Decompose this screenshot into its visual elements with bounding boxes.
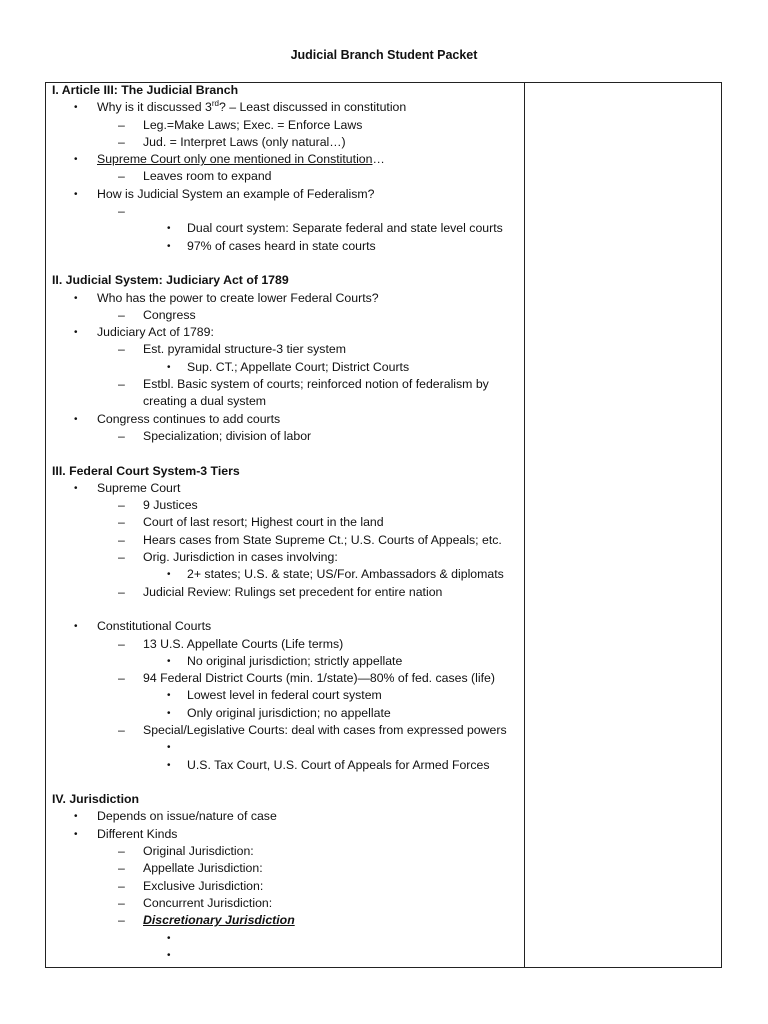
outline-dash — [52, 843, 520, 860]
outline-subbullet-empty — [52, 930, 520, 947]
dash-marker: – — [118, 895, 125, 910]
notes-column-divider — [524, 82, 525, 968]
dash-marker: – — [118, 550, 125, 565]
outline-dash — [52, 636, 520, 653]
bullet-marker: • — [74, 102, 78, 114]
outline-dash — [52, 117, 520, 134]
outline-bullet — [52, 618, 520, 635]
dash-text: Hears cases from State Supreme Ct.; U.S. Courts of Appeals; etc. — [143, 532, 502, 547]
dash-text: Appellate Jurisdiction: — [143, 861, 263, 876]
dash-marker: – — [118, 377, 125, 392]
outline-dash — [52, 722, 520, 739]
outline-dash — [52, 341, 520, 358]
bullet-marker: • — [167, 707, 171, 719]
outline-bullet — [52, 411, 520, 428]
outline-subbullet — [52, 687, 520, 704]
bullet-text: Supreme Court — [97, 480, 181, 495]
bullet-marker: • — [74, 154, 78, 166]
bullet-text: Why is it discussed 3 — [97, 100, 212, 115]
bullet-marker: • — [167, 569, 171, 581]
section-heading: III. Federal Court System-3 Tiers — [52, 463, 240, 478]
outline-dash — [52, 497, 520, 514]
bullet-marker: • — [167, 949, 171, 961]
dash-text: Original Jurisdiction: — [143, 844, 254, 859]
bullet-marker: • — [167, 223, 171, 235]
outline-dash — [52, 428, 520, 445]
outline-dash — [52, 168, 520, 185]
spacer — [52, 445, 520, 462]
outline-subbullet — [52, 653, 520, 670]
spacer — [52, 601, 520, 618]
outline-bullet — [52, 290, 520, 307]
outline-subbullet — [52, 238, 520, 255]
dash-marker: – — [118, 636, 125, 651]
bullet-marker: • — [167, 240, 171, 252]
dash-marker: – — [118, 342, 125, 357]
dash-text: Congress — [143, 307, 196, 322]
bullet-marker: • — [167, 361, 171, 373]
bullet-text: ? – Least discussed in constitution — [218, 100, 407, 115]
bullet-marker: • — [167, 932, 171, 944]
dash-marker: – — [118, 307, 125, 322]
dash-marker: – — [118, 515, 125, 530]
dash-marker: – — [118, 878, 125, 893]
outline-subbullet — [52, 359, 520, 376]
outline-subbullet-empty — [52, 739, 520, 756]
dash-text: Judicial Review: Rulings set precedent for entire nation — [143, 584, 443, 599]
outline-bullet — [52, 480, 520, 497]
superscript: rd — [211, 99, 219, 109]
page-title: Judicial Branch Student Packet — [290, 48, 478, 62]
outline-dash — [52, 549, 520, 566]
outline-dash — [52, 514, 520, 531]
bullet-text: How is Judicial System an example of Federalism? — [97, 186, 375, 201]
outline-dash — [52, 532, 520, 549]
bullet-text-underlined: Supreme Court only one mentioned in Constitution — [97, 152, 373, 167]
dash-marker: – — [118, 844, 125, 859]
outline-subbullet-empty — [52, 947, 520, 964]
subbullet-text: 97% of cases heard in state courts — [187, 238, 376, 253]
dash-marker: – — [118, 428, 125, 443]
outline-column — [52, 82, 520, 964]
subbullet-text: U.S. Tax Court, U.S. Court of Appeals for Armed Forces — [187, 757, 490, 772]
section-heading: II. Judicial System: Judiciary Act of 1789 — [52, 273, 289, 288]
dash-marker: – — [118, 671, 125, 686]
bullet-marker: • — [167, 690, 171, 702]
subbullet-text: No original jurisdiction; strictly appellate — [187, 653, 403, 668]
outline-subbullet — [52, 705, 520, 722]
bullet-marker: • — [74, 621, 78, 633]
outline-dash — [52, 860, 520, 877]
dash-text: Court of last resort; Highest court in the land — [143, 515, 384, 530]
outline-dash-empty — [52, 203, 520, 220]
bullet-marker: • — [167, 742, 171, 754]
dash-marker: – — [118, 861, 125, 876]
dash-text: Concurrent Jurisdiction: — [143, 895, 273, 910]
dash-marker: – — [118, 204, 125, 219]
dash-marker: – — [118, 169, 125, 184]
bullet-text: … — [372, 152, 385, 167]
outline-dash — [52, 878, 520, 895]
outline-subbullet — [52, 757, 520, 774]
dash-text: 13 U.S. Appellate Courts (Life terms) — [143, 636, 344, 651]
outline-dash — [52, 376, 520, 411]
section-heading: IV. Jurisdiction — [52, 792, 140, 807]
dash-text: Exclusive Jurisdiction: — [143, 878, 264, 893]
dash-marker: – — [118, 584, 125, 599]
bullet-marker: • — [167, 759, 171, 771]
dash-text: Specialization; division of labor — [143, 428, 312, 443]
dash-text: Estbl. Basic system of courts; reinforced notion of federalism by creating a dual system — [143, 377, 489, 409]
dash-text: Leg.=Make Laws; Exec. = Enforce Laws — [143, 117, 363, 132]
bullet-text: Different Kinds — [97, 826, 178, 841]
dash-marker: – — [118, 117, 125, 132]
outline-subbullet — [52, 220, 520, 237]
subbullet-text: Dual court system: Separate federal and state level courts — [187, 221, 503, 236]
dash-marker: – — [118, 134, 125, 149]
bullet-marker: • — [74, 188, 78, 200]
outline-dash — [52, 134, 520, 151]
outline-dash — [52, 584, 520, 601]
dash-text: Jud. = Interpret Laws (only natural…) — [143, 134, 346, 149]
spacer — [52, 255, 520, 272]
dash-text: 94 Federal District Courts (min. 1/state)—80% of fed. cases (life) — [143, 671, 495, 686]
outline-dash — [52, 670, 520, 687]
section-heading: I. Article III: The Judicial Branch — [52, 83, 239, 97]
bullet-marker: • — [74, 292, 78, 304]
spacer — [52, 774, 520, 791]
bullet-text: Depends on issue/nature of case — [97, 809, 277, 824]
outline-subbullet — [52, 566, 520, 583]
outline-bullet — [52, 808, 520, 825]
outline-bullet — [52, 826, 520, 843]
outline-dash — [52, 895, 520, 912]
bullet-marker: • — [74, 413, 78, 425]
bullet-marker: • — [74, 327, 78, 339]
outline-bullet — [52, 186, 520, 203]
dash-marker: – — [118, 498, 125, 513]
dash-text: Special/Legislative Courts: deal with cases from expressed powers — [143, 722, 507, 737]
outline-dash — [52, 307, 520, 324]
dash-text: Orig. Jurisdiction in cases involving: — [143, 550, 338, 565]
bullet-marker: • — [167, 655, 171, 667]
outline-bullet — [52, 324, 520, 341]
outline-bullet — [52, 151, 520, 168]
subbullet-text: Sup. CT.; Appellate Court; District Courts — [187, 359, 410, 374]
subbullet-text: 2+ states; U.S. & state; US/For. Ambassadors & diplomats — [187, 567, 504, 582]
bullet-text: Who has the power to create lower Federal Courts? — [97, 290, 379, 305]
bullet-marker: • — [74, 482, 78, 494]
bullet-text: Constitutional Courts — [97, 619, 212, 634]
dash-text: Leaves room to expand — [143, 169, 272, 184]
bullet-text: Judiciary Act of 1789: — [97, 325, 214, 340]
dash-marker: – — [118, 913, 125, 928]
dash-marker: – — [118, 722, 125, 737]
bullet-marker: • — [74, 828, 78, 840]
outline-dash — [52, 912, 520, 929]
bullet-text: Congress continues to add courts — [97, 411, 281, 426]
subbullet-text: Only original jurisdiction; no appellate — [187, 705, 391, 720]
dash-text: Est. pyramidal structure-3 tier system — [143, 342, 346, 357]
dash-text: 9 Justices — [143, 498, 198, 513]
dash-text-emphasis: Discretionary Jurisdiction — [143, 913, 295, 928]
outline-bullet — [52, 99, 520, 116]
dash-marker: – — [118, 532, 125, 547]
subbullet-text: Lowest level in federal court system — [187, 688, 382, 703]
bullet-marker: • — [74, 811, 78, 823]
